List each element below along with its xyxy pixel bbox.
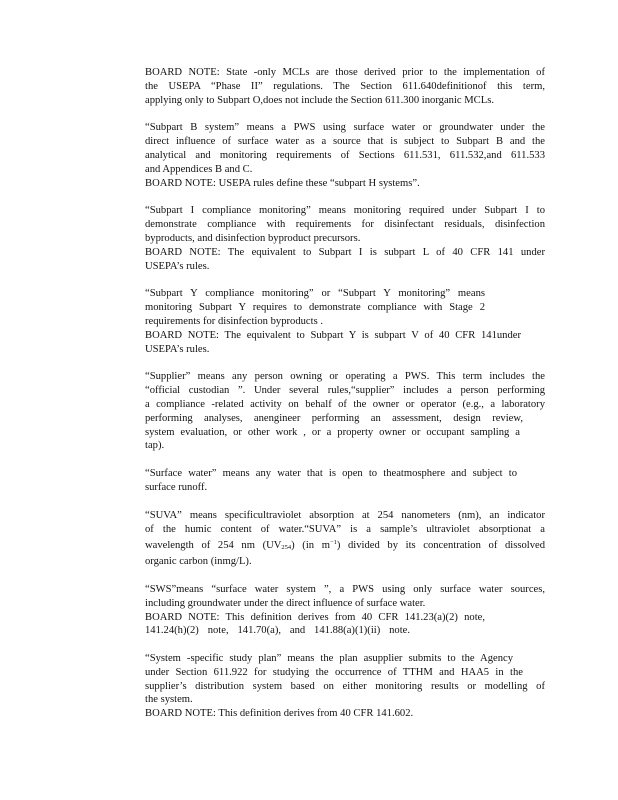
text-run: ) divided by its concentration of dissolved [336, 540, 545, 552]
text-line: BOARD NOTE: This definition derives from 40 CFR 141.23(a)(2) note, [145, 611, 485, 623]
text-line: requirements for disinfection byproducts . [145, 315, 323, 327]
text-line: the USEPA “Phase II” regulations. The Section 611.640definitionof this term, [145, 80, 545, 92]
paragraph-system-specific-study-plan [145, 652, 545, 721]
text-line: “Subpart B system” means a PWS using surface water or groundwater under the [145, 122, 545, 134]
text-line: USEPA’s rules. [145, 343, 210, 355]
text-line: “Supplier” means any person owning or operating a PWS. This term includes the [145, 371, 545, 383]
text-line: “SWS”means “surface water system ”, a PWS using only surface water sources, [145, 583, 545, 595]
text-line: byproducts, and disinfection byproduct precursors. [145, 232, 361, 244]
text-line: BOARD NOTE: The equivalent to Subpart I is subpart L of 40 CFR 141 under [145, 246, 545, 258]
text-line: supplier’s distribution system based on either monitoring results or modelling of [145, 680, 545, 692]
text-line: including groundwater under the direct influence of surface water. [145, 597, 426, 609]
text-line: BOARD NOTE: This definition derives from 40 CFR 141.602. [145, 708, 414, 720]
text-run: wavelength of 254 nm (UV [145, 540, 282, 552]
text-line: “Surface water” means any water that is open to theatmosphere and subject to [145, 468, 517, 480]
text-line: of the humic content of water.“SUVA” is a sample’s ultraviolet absorptionat a [145, 523, 545, 535]
text-line: “System -specific study plan” means the plan asupplier submits to the Agency [145, 653, 513, 665]
text-line: “SUVA” means specificultraviolet absorption at 254 nanometers (nm), an indicator [145, 509, 545, 521]
text-line: the system. [145, 694, 193, 706]
text-line: USEPA’s rules. [145, 260, 210, 272]
paragraph-surface-water [145, 467, 545, 495]
text-line: performing analyses, anengineer performing an assessment, design review, [145, 412, 523, 424]
text-line: BOARD NOTE: USEPA rules define these “subpart H systems”. [145, 177, 420, 189]
text-line: “official custodian ”. Under several rules,“supplier” includes a person performing [145, 385, 545, 397]
text-line: “Subpart Y compliance monitoring” or “Subpart Y monitoring” means [145, 288, 485, 300]
text-line: 141.24(h)(2) note, 141.70(a), and 141.88(a)(1)(ii) note. [145, 625, 410, 637]
paragraph-subpart-y-compliance [145, 287, 545, 356]
paragraph-supplier [145, 370, 545, 453]
text-line: “Subpart I compliance monitoring” means monitoring required under Subpart I to [145, 205, 545, 217]
text-line: a compliance -related activity on behalf of the owner or operator (e.g., a laboratory [145, 398, 545, 410]
text-line: demonstrate compliance with requirements for disinfectant residuals, disinfection [145, 219, 545, 231]
text-run: ) (in m [291, 540, 330, 552]
paragraph-board-note-state-mcls [145, 66, 545, 107]
subscript: 254 [281, 544, 292, 552]
text-line: applying only to Subpart O,does not include the Section 611.300 inorganic MCLs. [145, 94, 494, 106]
paragraph-sws [145, 583, 545, 638]
suva-formula-line [145, 536, 545, 555]
text-line: BOARD NOTE: State -only MCLs are those derived prior to the implementation of [145, 67, 545, 78]
superscript: −1 [329, 539, 337, 547]
text-line: direct influence of surface water as a source that is subject to Subpart B and the [145, 136, 545, 148]
text-line: surface runoff. [145, 481, 208, 493]
text-line: and Appendices B and C. [145, 163, 253, 175]
text-line: under Section 611.922 for studying the occurrence of TTHM and HAA5 in the [145, 666, 523, 678]
text-line: tap). [145, 440, 165, 452]
document-body [145, 66, 545, 735]
paragraph-subpart-b-system [145, 121, 545, 190]
text-line: BOARD NOTE: The equivalent to Subpart Y is subpart V of 40 CFR 141under [145, 329, 521, 341]
text-line: monitoring Subpart Y requires to demonstrate compliance with Stage 2 [145, 302, 485, 314]
text-line: analytical and monitoring requirements of Sections 611.531, 611.532,and 611.533 [145, 149, 545, 161]
paragraph-suva [145, 509, 545, 569]
text-line: system evaluation, or other work , or a property owner or occupant sampling a [145, 426, 520, 438]
paragraph-subpart-i-compliance [145, 204, 545, 273]
text-line: organic carbon (inmg/L). [145, 556, 252, 568]
